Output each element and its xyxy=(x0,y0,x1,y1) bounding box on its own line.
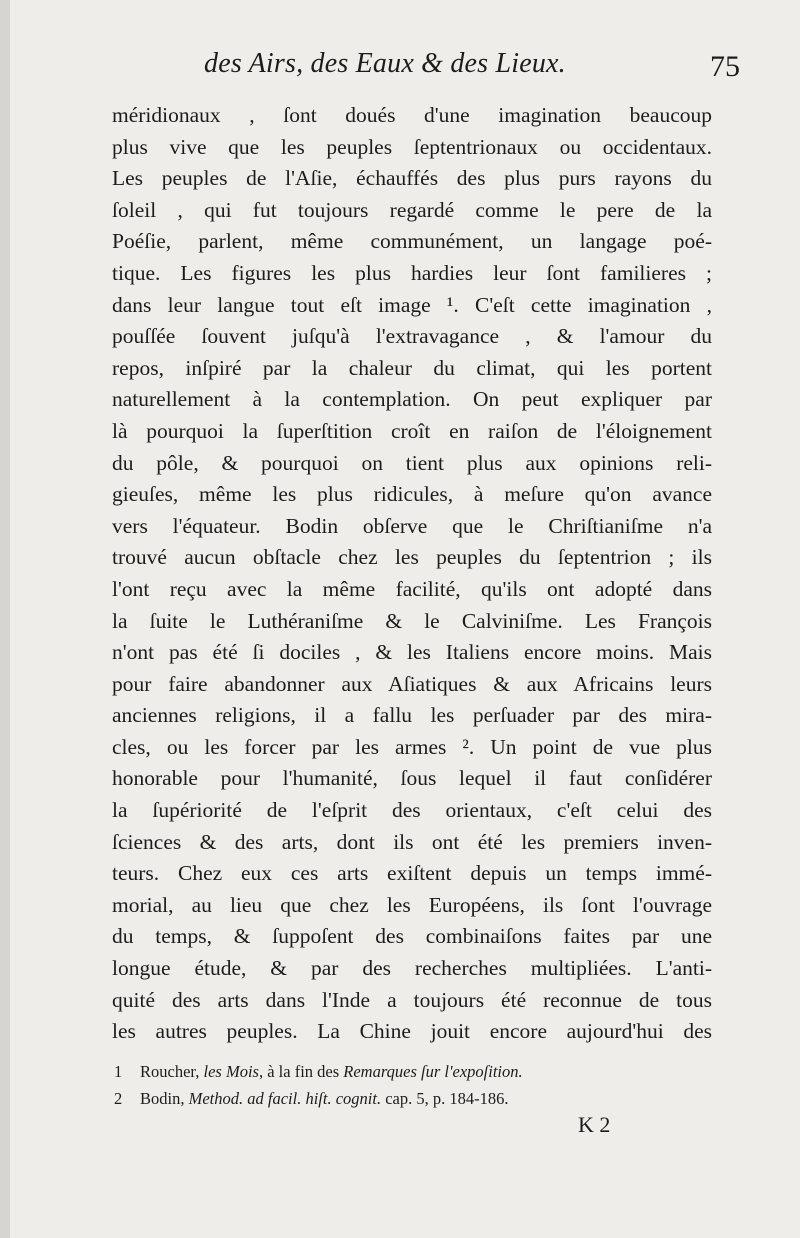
text-line: teurs. Chez eux ces arts exiſtent depuis un temps immé- xyxy=(112,861,712,886)
text-line: naturellement à la contemplation. On peut expliquer par xyxy=(112,387,712,412)
text-line: là pourquoi la ſuperſtition croît en raiſon de l'éloignement xyxy=(112,418,712,443)
footnote-text: cap. 5, p. 184-186. xyxy=(381,1089,509,1108)
text-line: dans leur langue tout eſt image ¹. C'eſt cette imagination , xyxy=(112,292,712,317)
text-line: pouſſée ſouvent juſqu'à l'extravagance , & l'amour du xyxy=(112,324,712,349)
text-line: Les peuples de l'Aſie, échauffés des plus purs rayons du xyxy=(112,166,712,191)
text-line: du temps, & ſuppoſent des combinaiſons faites par une xyxy=(112,924,712,949)
text-line: morial, au lieu que chez les Européens, ils ſont l'ouvrage xyxy=(112,892,712,917)
text-line: honorable pour l'humanité, ſous lequel il faut conſidérer xyxy=(112,766,712,791)
text-line: cles, ou les forcer par les armes ². Un point de vue plus xyxy=(112,734,712,759)
text-line: la ſupériorité de l'eſprit des orientaux, c'eſt celui des xyxy=(112,798,712,823)
footnote-2 xyxy=(114,1085,712,1112)
text-line: plus vive que les peuples ſeptentrionaux ou occidentaux. xyxy=(112,134,712,159)
text-line: du pôle, & pourquoi on tient plus aux opinions reli- xyxy=(112,450,712,475)
page-number: 75 xyxy=(710,50,740,83)
text-line: gieuſes, même les plus ridicules, à meſure qu'on avance xyxy=(112,482,712,507)
text-line: l'ont reçu avec la même facilité, qu'ils ont adopté dans xyxy=(112,576,712,601)
text-line: tique. Les figures les plus hardies leur ſont familieres ; xyxy=(112,260,712,285)
body-text xyxy=(112,100,712,1048)
page-header xyxy=(112,46,740,96)
text-line: vers l'équateur. Bodin obſerve que le Chriſtianiſme n'a xyxy=(112,513,712,538)
footnote-italic: les Mois xyxy=(203,1062,259,1081)
text-line: méridionaux , ſont doués d'une imagination beaucoup xyxy=(112,103,712,127)
footnote-italic: Remarques ſur l'expoſition. xyxy=(343,1062,523,1081)
footnote-italic: Method. ad facil. hiſt. cognit. xyxy=(188,1089,382,1108)
page-edge xyxy=(0,0,10,1238)
text-line: Poéſie, parlent, même communément, un langage poé- xyxy=(112,229,712,254)
text-line: ſciences & des arts, dont ils ont été les premiers inven- xyxy=(112,829,712,854)
footnote-text: Bodin, xyxy=(140,1089,189,1108)
footnote-text: Roucher, xyxy=(140,1062,204,1081)
signature-mark: K 2 xyxy=(578,1112,611,1137)
text-line: trouvé aucun obſtacle chez les peuples du ſeptentrion ; ils xyxy=(112,545,712,570)
text-line: n'ont pas été ſi dociles , & les Italiens encore moins. Mais xyxy=(112,640,712,665)
footnote-text: , à la fin des xyxy=(258,1062,344,1081)
footnotes xyxy=(114,1058,712,1112)
footnote-number: 1 xyxy=(114,1062,123,1081)
footnote-number: 2 xyxy=(114,1089,123,1108)
footnote-1 xyxy=(114,1058,712,1085)
text-line: repos, inſpiré par la chaleur du climat, qui les portent xyxy=(112,355,712,380)
text-line: la ſuite le Luthéraniſme & le Calviniſme. Les François xyxy=(112,608,712,633)
text-line: quité des arts dans l'Inde a toujours été reconnue de tous xyxy=(112,987,712,1012)
text-line: longue étude, & par des recherches multipliées. L'anti- xyxy=(112,956,712,981)
text-line: ſoleil , qui fut toujours regardé comme le pere de la xyxy=(112,197,712,222)
text-line: pour faire abandonner aux Aſiatiques & aux Africains leurs xyxy=(112,671,712,696)
running-title: des Airs, des Eaux & des Lieux. xyxy=(204,48,566,79)
text-line: les autres peuples. La Chine jouit encore aujourd'hui des xyxy=(112,1019,712,1044)
text-line: anciennes religions, il a fallu les perſuader par des mira- xyxy=(112,703,712,728)
